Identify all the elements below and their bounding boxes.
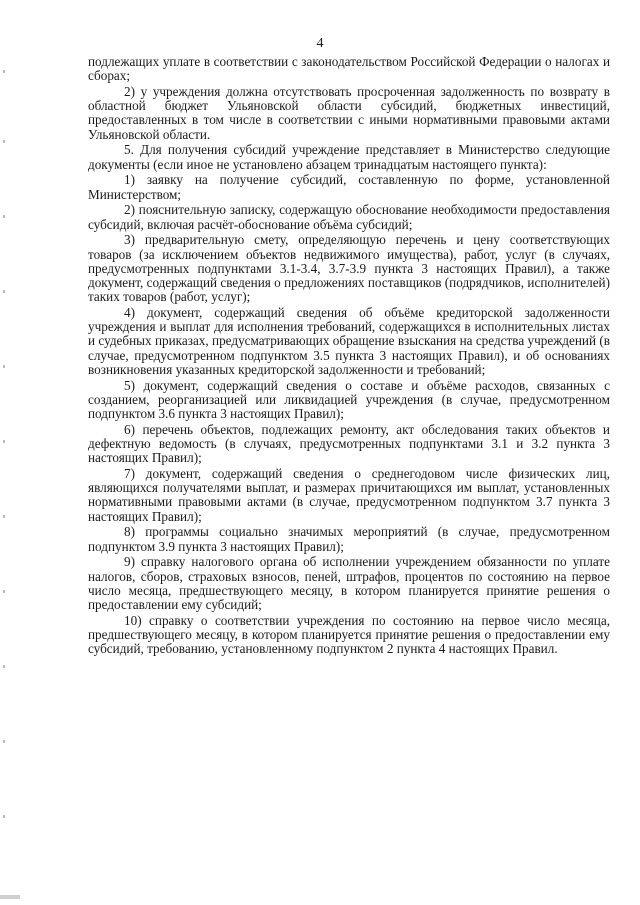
paragraph-doc-5: 5) документ, содержащий сведения о составе и объёме расходов, связанных с созданием, реорганизацией или ликвидацией учреждения (в случае, предусмотренном подпунктом 3.6 пункта 3 настоящих Правил); [88,377,610,422]
paragraph-doc-3: 3) предварительную смету, определяющую перечень и цену соответствующих товаров (за исключением объектов недвижимого имущества), работ, услуг (в случаях, предусмотренных подпунктами 3.1-3.4, 3.7-3.9 пункта 3 настоящих Правил), а также документ, содержащий сведения о предложениях поставщиков (подрядчиков, исполнителей) таких товаров (работ, услуг); [88,232,610,305]
paragraph-doc-4: 4) документ, содержащий сведения об объёме кредиторской задолженности учреждения и выплат для исполнения требований, содержащихся в исполнительных листах и судебных приказах, предусматривающих обращение взыскания на средства учреждений (в случае, предусмотренном подпунктом 3.5 пункта 3 настоящих Правил), и об основаниях возникновения указанных кредиторской задолженности и требований; [88,305,610,377]
paragraph-item-2: 2) у учреждения должна отсутствовать просроченная задолженность по возврату в областной бюджет Ульяновской области субсидий, бюджетных инвестиций, предоставленных в том числе в соответствии с иными нормативными правовыми актами Ульяновской области. [88,84,610,142]
paragraph-doc-10: 10) справку о соответствии учреждения по состоянию на первое число месяца, предшествующего месяцу, в котором планируется принятие решения о предоставлении ему субсидий, требованию, установленному подпунктом 2 пункта 4 настоящих Правил. [88,612,610,657]
paragraph-doc-7: 7) документ, содержащий сведения о среднегодовом числе физических лиц, являющихся получателями выплат, и размерах причитающихся им выплат, установленных нормативными правовыми актами (в случае, предусмотренном подпунктом 3.7 пункта 3 настоящих Правил); [88,466,610,524]
paragraph-doc-6: 6) перечень объектов, подлежащих ремонту, акт обследования таких объектов и дефектную ведомость (в случаях, предусмотренных подпунктами 3.1 и 3.2 пункта 3 настоящих Правил); [88,421,610,466]
paragraph-continuation: подлежащих уплате в соответствии с законодательством Российской Федерации о налогах и сборах; [88,54,610,84]
paragraph-doc-1: 1) заявку на получение субсидий, составленную по форме, установленной Министерством; [88,172,610,202]
scan-edge-mark [0,895,20,899]
paragraph-clause-5: 5. Для получения субсидий учреждение представляет в Министерство следующие документы (если иное не установлено абзацем тринадцатым настоящего пункта): [88,142,610,172]
paragraph-doc-9: 9) справку налогового органа об исполнении учреждением обязанности по уплате налогов, сборов, страховых взносов, пеней, штрафов, процентов по состоянию на первое число месяца, предшествующего месяцу, в котором планируется принятие решения о предоставлении ему субсидий; [88,554,610,613]
page-number: 4 [316,36,324,51]
binding-marks [3,0,7,905]
document-body [88,55,610,658]
paragraph-doc-8: 8) программы социально значимых мероприятий (в случае, предусмотренном подпунктом 3.9 пункта 3 настоящих Правил); [88,524,610,554]
paragraph-doc-2: 2) пояснительную записку, содержащую обоснование необходимости предоставления субсидий, включая расчёт-обоснование объёма субсидий; [88,202,610,232]
